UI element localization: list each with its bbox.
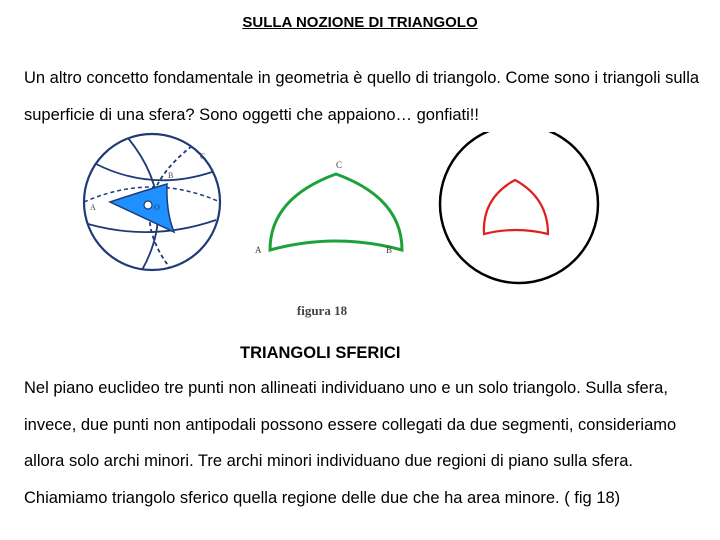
figure-18 (70, 132, 670, 332)
triangle-label-c: C (336, 160, 343, 170)
outer-circle (440, 132, 598, 283)
sphere-label-c: C (200, 152, 206, 161)
page-title: SULLA NOZIONE DI TRIANGOLO (242, 14, 478, 31)
red-triangle-diagram (440, 132, 598, 283)
green-spherical-triangle (270, 174, 402, 250)
triangle-label-b: B (386, 245, 393, 255)
spherical-triangle-fill (110, 184, 174, 232)
sphere-label-o: O (154, 203, 160, 212)
intro-paragraph: Un altro concetto fondamentale in geometria è quello di triangolo. Come sono i triangoli sulla superficie di una sfera? Sono oggetti che appaiono… gonfiati!! (24, 69, 700, 124)
triangle-label-a: A (255, 245, 262, 255)
sphere-label-b: B (168, 171, 174, 180)
sphere-label-a: A (90, 203, 96, 212)
section-heading: TRIANGOLI SFERICI (240, 344, 401, 362)
body-paragraph: Nel piano euclideo tre punti non allineati individuano uno e un solo triangolo. Sulla sfera, invece, due punti non antipodali possono essere collegati da due segmenti, consideriamo allora solo archi minori. Tre archi minori individuano due regioni di piano sulla sfera. Chiamiamo triangolo sferico quella regione delle due che ha area minore. ( fig 18) (24, 379, 677, 507)
green-triangle-diagram (255, 160, 402, 255)
sphere-diagram (84, 134, 220, 270)
figure-caption: figura 18 (296, 303, 348, 318)
red-spherical-triangle (484, 180, 548, 234)
